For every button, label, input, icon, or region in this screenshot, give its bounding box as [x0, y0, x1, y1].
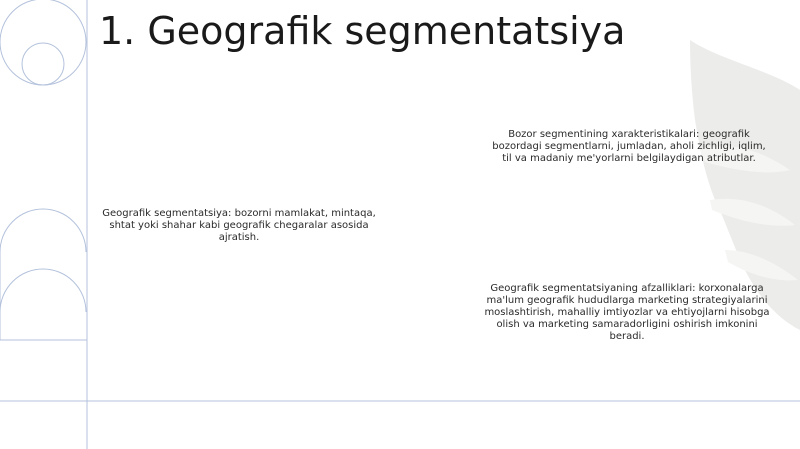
- upper-arch: [0, 209, 86, 252]
- advantages-text: Geografik segmentatsiyaning afzalliklari: korxonalarga ma'lum geografik hududlarga marketing strategiyalarini moslashtirish, mahalliy imtiyozlar va ehtiyojlarni hisobga olish va marketing samaradorligini oshirish imkonini beradi.: [484, 283, 770, 342]
- definition-text: Geografik segmentatsiya: bozorni mamlakat, mintaqa, shtat yoki shahar kabi geografik chegaralar asosida ajratish.: [102, 208, 376, 243]
- lower-arch: [0, 269, 86, 312]
- inner-circle: [22, 43, 64, 85]
- slide-title: 1. Geografik segmentatsiya: [99, 9, 626, 53]
- characteristics-text: Bozor segmentining xarakteristikalari: geografik bozordagi segmentlarni, jumladan, aholi zichligi, iqlim, til va madaniy me'yorlarni belgilaydigan atributlar.: [492, 129, 766, 164]
